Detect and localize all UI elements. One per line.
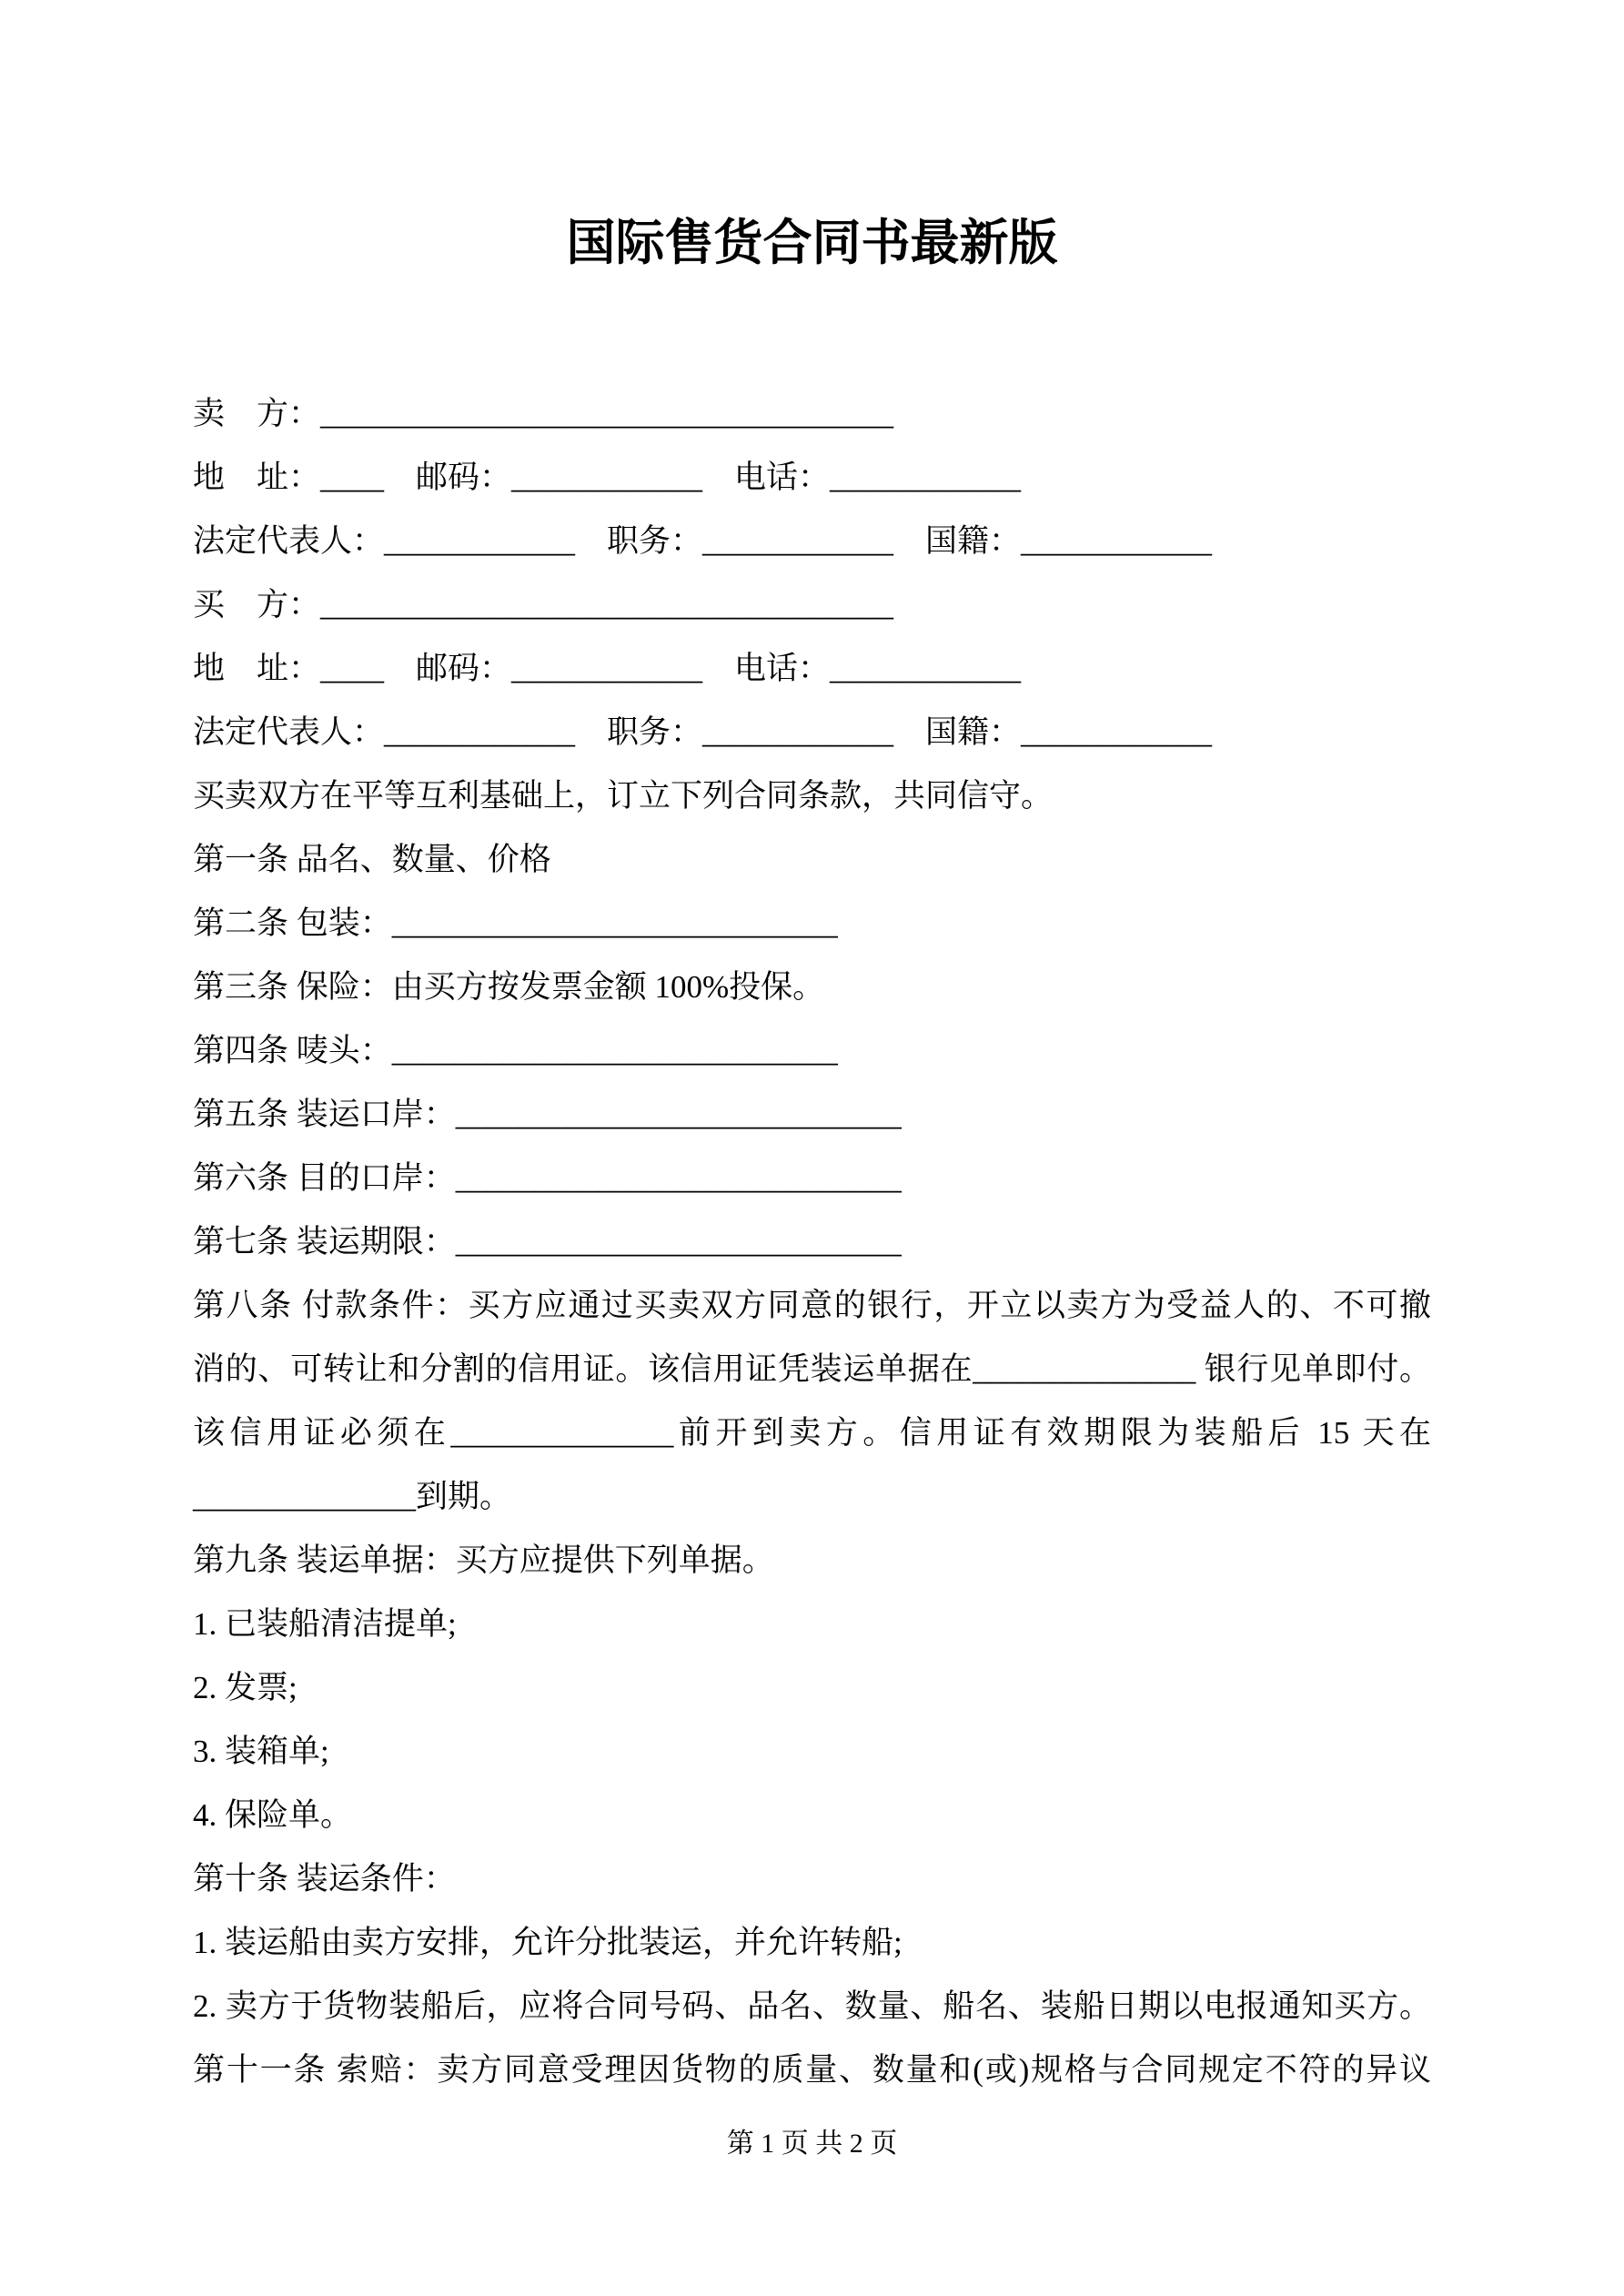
document-line: 买卖双方在平等互利基础上，订立下列合同条款，共同信守。 [193,778,1054,814]
document-line: 该信用证必须在______________前开到卖方。信用证有效期限为装船后 15 天在 [193,1415,1431,1451]
document-line: 2. 卖方于货物装船后，应将合同号码、品名、数量、船名、装船日期以电报通知买方。 [193,1988,1431,2024]
document-line: 法定代表人：____________ 职务：____________ 国籍：____________ [193,523,1213,559]
document-body [193,382,1431,2102]
document-line: ______________到期。 [193,1479,512,1514]
document-line: 第十条 装运条件： [193,1861,456,1896]
document-line: 地 址：____ 邮码：____________ 电话：____________ [193,651,1022,686]
document-title: 国际售货合同书最新版 [566,216,1058,270]
document-line: 消的、可转让和分割的信用证。该信用证凭装运单据在______________ 银行见单即付。 [193,1351,1431,1387]
document-line: 第一条 品名、数量、价格 [193,842,551,877]
document-line: 第三条 保险：由买方按发票金额 100%投保。 [193,969,825,1005]
document-line: 地 址：____ 邮码：____________ 电话：____________ [193,460,1022,495]
document-line: 第七条 装运期限：____________________________ [193,1224,902,1259]
document-line: 第十一条 索赔：卖方同意受理因货物的质量、数量和(或)规格与合同规定不符的异议 [193,2052,1431,2088]
document-line: 2. 发票; [193,1670,298,1705]
document-line: 第二条 包装：____________________________ [193,905,838,941]
document-line: 1. 已装船清洁提单; [193,1606,457,1642]
document-line: 卖 方：____________________________________ [193,396,894,431]
document-line: 第九条 装运单据：买方应提供下列单据。 [193,1542,774,1578]
document-line: 第四条 唛头：____________________________ [193,1033,838,1068]
document-line: 第六条 目的口岸：____________________________ [193,1160,902,1196]
document-line: 3. 装箱单; [193,1734,329,1769]
document-line: 法定代表人：____________ 职务：____________ 国籍：____________ [193,714,1213,750]
document-line: 4. 保险单。 [193,1797,353,1833]
page-number-footer: 第 1 页 共 2 页 [726,2129,898,2159]
document-line: 买 方：____________________________________ [193,587,894,622]
document-line: 1. 装运船由卖方安排，允许分批装运，并允许转船; [193,1925,903,1960]
document-line: 第八条 付款条件：买方应通过买卖双方同意的银行，开立以卖方为受益人的、不可撤 [193,1288,1431,1323]
document-line: 第五条 装运口岸：____________________________ [193,1097,902,1132]
